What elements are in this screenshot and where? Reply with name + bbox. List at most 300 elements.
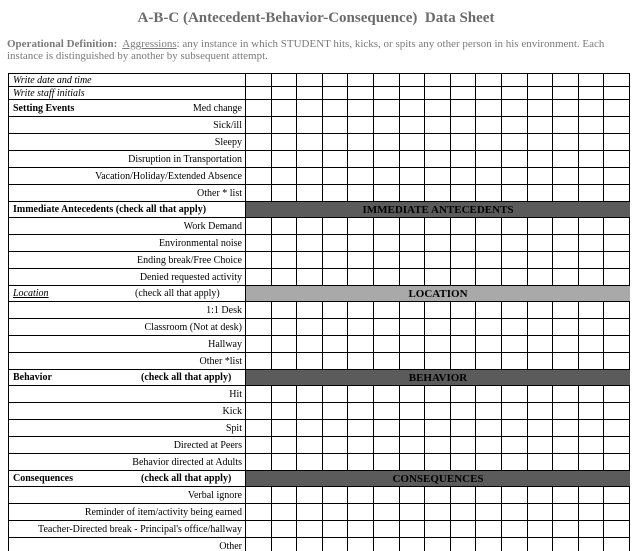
consequences-row-checkbox-cell[interactable] [374,520,400,537]
setting-events-row-checkbox-cell[interactable] [425,150,451,167]
immediate-antecedents-row-checkbox-cell[interactable] [553,268,579,285]
setting-events-row-checkbox-cell[interactable] [323,167,349,184]
behavior-row-checkbox-cell[interactable] [348,436,374,453]
behavior-row-checkbox-cell[interactable] [502,453,528,470]
setting-events-row-checkbox-cell[interactable] [272,99,298,116]
setting-events-row-checkbox-cell[interactable] [604,184,630,201]
setting-events-row-checkbox-cell[interactable] [297,133,323,150]
location-row-checkbox-cell[interactable] [451,335,477,352]
setting-events-row-checkbox-cell[interactable] [400,99,426,116]
immediate-antecedents-row-checkbox-cell[interactable] [502,251,528,268]
location-row-checkbox-cell[interactable] [528,318,554,335]
immediate-antecedents-row-checkbox-cell[interactable] [553,251,579,268]
immediate-antecedents-row-checkbox-cell[interactable] [528,251,554,268]
behavior-row-checkbox-cell[interactable] [553,436,579,453]
behavior-row-checkbox-cell[interactable] [323,453,349,470]
location-row-checkbox-cell[interactable] [579,352,605,369]
consequences-row-checkbox-cell[interactable] [451,486,477,503]
setting-events-row-checkbox-cell[interactable] [323,184,349,201]
location-row-checkbox-cell[interactable] [400,335,426,352]
behavior-row-checkbox-cell[interactable] [502,436,528,453]
behavior-row-checkbox-cell[interactable] [528,419,554,436]
immediate-antecedents-row-checkbox-cell[interactable] [323,268,349,285]
consequences-row-checkbox-cell[interactable] [323,503,349,520]
consequences-row-checkbox-cell[interactable] [348,520,374,537]
immediate-antecedents-row-checkbox-cell[interactable] [400,234,426,251]
setting-events-row-checkbox-cell[interactable] [348,116,374,133]
consequences-row-checkbox-cell[interactable] [374,537,400,551]
header-row-checkbox-cell[interactable] [374,73,400,86]
consequences-row-checkbox-cell[interactable] [425,520,451,537]
immediate-antecedents-row-checkbox-cell[interactable] [604,217,630,234]
consequences-row-checkbox-cell[interactable] [400,503,426,520]
behavior-row-checkbox-cell[interactable] [374,419,400,436]
consequences-row-checkbox-cell[interactable] [246,520,272,537]
header-row-checkbox-cell[interactable] [451,73,477,86]
immediate-antecedents-row-checkbox-cell[interactable] [476,251,502,268]
setting-events-row-checkbox-cell[interactable] [528,133,554,150]
immediate-antecedents-row-checkbox-cell[interactable] [451,234,477,251]
behavior-row-checkbox-cell[interactable] [476,402,502,419]
behavior-row-checkbox-cell[interactable] [323,436,349,453]
consequences-row-checkbox-cell[interactable] [579,503,605,520]
behavior-row-checkbox-cell[interactable] [400,453,426,470]
immediate-antecedents-row-checkbox-cell[interactable] [400,217,426,234]
header-row-checkbox-cell[interactable] [400,86,426,99]
behavior-row-checkbox-cell[interactable] [451,436,477,453]
location-row-checkbox-cell[interactable] [579,318,605,335]
header-row-checkbox-cell[interactable] [297,86,323,99]
consequences-row-checkbox-cell[interactable] [348,537,374,551]
header-row-checkbox-cell[interactable] [425,73,451,86]
immediate-antecedents-row-checkbox-cell[interactable] [297,234,323,251]
location-row-checkbox-cell[interactable] [323,301,349,318]
location-row-checkbox-cell[interactable] [348,352,374,369]
immediate-antecedents-row-checkbox-cell[interactable] [579,251,605,268]
header-row-checkbox-cell[interactable] [579,86,605,99]
immediate-antecedents-row-checkbox-cell[interactable] [476,217,502,234]
setting-events-row-checkbox-cell[interactable] [528,116,554,133]
setting-events-row-checkbox-cell[interactable] [425,167,451,184]
setting-events-row-checkbox-cell[interactable] [374,150,400,167]
consequences-row-checkbox-cell[interactable] [604,486,630,503]
location-row-checkbox-cell[interactable] [272,335,298,352]
setting-events-row-checkbox-cell[interactable] [323,150,349,167]
behavior-row-checkbox-cell[interactable] [502,419,528,436]
behavior-row-checkbox-cell[interactable] [604,419,630,436]
immediate-antecedents-row-checkbox-cell[interactable] [400,251,426,268]
behavior-row-checkbox-cell[interactable] [374,402,400,419]
immediate-antecedents-row-checkbox-cell[interactable] [604,234,630,251]
location-row-checkbox-cell[interactable] [476,352,502,369]
header-row-checkbox-cell[interactable] [272,86,298,99]
setting-events-row-checkbox-cell[interactable] [579,150,605,167]
location-row-checkbox-cell[interactable] [374,318,400,335]
consequences-row-checkbox-cell[interactable] [246,486,272,503]
consequences-row-checkbox-cell[interactable] [553,537,579,551]
consequences-row-checkbox-cell[interactable] [400,537,426,551]
setting-events-row-checkbox-cell[interactable] [553,150,579,167]
setting-events-row-checkbox-cell[interactable] [348,99,374,116]
setting-events-row-checkbox-cell[interactable] [323,99,349,116]
behavior-row-checkbox-cell[interactable] [297,402,323,419]
location-row-checkbox-cell[interactable] [425,335,451,352]
behavior-row-checkbox-cell[interactable] [374,385,400,402]
immediate-antecedents-row-checkbox-cell[interactable] [323,251,349,268]
behavior-row-checkbox-cell[interactable] [553,402,579,419]
consequences-row-checkbox-cell[interactable] [425,486,451,503]
behavior-row-checkbox-cell[interactable] [528,453,554,470]
consequences-row-checkbox-cell[interactable] [604,503,630,520]
setting-events-row-checkbox-cell[interactable] [476,167,502,184]
setting-events-row-checkbox-cell[interactable] [400,133,426,150]
location-row-checkbox-cell[interactable] [451,301,477,318]
location-row-checkbox-cell[interactable] [502,352,528,369]
behavior-row-checkbox-cell[interactable] [553,419,579,436]
header-row-checkbox-cell[interactable] [272,73,298,86]
setting-events-row-checkbox-cell[interactable] [425,99,451,116]
setting-events-row-checkbox-cell[interactable] [400,116,426,133]
location-row-checkbox-cell[interactable] [579,301,605,318]
setting-events-row-checkbox-cell[interactable] [451,99,477,116]
behavior-row-checkbox-cell[interactable] [425,402,451,419]
location-row-checkbox-cell[interactable] [246,335,272,352]
setting-events-row-checkbox-cell[interactable] [297,150,323,167]
immediate-antecedents-row-checkbox-cell[interactable] [451,217,477,234]
immediate-antecedents-row-checkbox-cell[interactable] [502,268,528,285]
behavior-row-checkbox-cell[interactable] [528,402,554,419]
immediate-antecedents-row-checkbox-cell[interactable] [246,234,272,251]
immediate-antecedents-row-checkbox-cell[interactable] [374,268,400,285]
location-row-checkbox-cell[interactable] [246,301,272,318]
behavior-row-checkbox-cell[interactable] [374,436,400,453]
location-row-checkbox-cell[interactable] [272,301,298,318]
setting-events-row-checkbox-cell[interactable] [374,133,400,150]
setting-events-row-checkbox-cell[interactable] [502,116,528,133]
behavior-row-checkbox-cell[interactable] [604,385,630,402]
setting-events-row-checkbox-cell[interactable] [502,184,528,201]
setting-events-row-checkbox-cell[interactable] [323,133,349,150]
behavior-row-checkbox-cell[interactable] [425,385,451,402]
setting-events-row-checkbox-cell[interactable] [425,116,451,133]
consequences-row-checkbox-cell[interactable] [272,520,298,537]
location-row-checkbox-cell[interactable] [553,335,579,352]
consequences-row-checkbox-cell[interactable] [323,537,349,551]
immediate-antecedents-row-checkbox-cell[interactable] [502,234,528,251]
consequences-row-checkbox-cell[interactable] [528,503,554,520]
immediate-antecedents-row-checkbox-cell[interactable] [579,268,605,285]
behavior-row-checkbox-cell[interactable] [246,419,272,436]
header-row-checkbox-cell[interactable] [451,86,477,99]
consequences-row-checkbox-cell[interactable] [400,520,426,537]
immediate-antecedents-row-checkbox-cell[interactable] [604,251,630,268]
behavior-row-checkbox-cell[interactable] [348,419,374,436]
location-row-checkbox-cell[interactable] [400,318,426,335]
header-row-checkbox-cell[interactable] [604,73,630,86]
location-row-checkbox-cell[interactable] [502,318,528,335]
immediate-antecedents-row-checkbox-cell[interactable] [272,234,298,251]
consequences-row-checkbox-cell[interactable] [297,486,323,503]
consequences-row-checkbox-cell[interactable] [502,520,528,537]
consequences-row-checkbox-cell[interactable] [425,537,451,551]
setting-events-row-checkbox-cell[interactable] [272,133,298,150]
behavior-row-checkbox-cell[interactable] [272,402,298,419]
header-row-checkbox-cell[interactable] [425,86,451,99]
immediate-antecedents-row-checkbox-cell[interactable] [579,217,605,234]
setting-events-row-checkbox-cell[interactable] [451,167,477,184]
location-row-checkbox-cell[interactable] [604,335,630,352]
consequences-row-checkbox-cell[interactable] [374,503,400,520]
setting-events-row-checkbox-cell[interactable] [604,116,630,133]
consequences-row-checkbox-cell[interactable] [502,486,528,503]
immediate-antecedents-row-checkbox-cell[interactable] [425,217,451,234]
setting-events-row-checkbox-cell[interactable] [579,116,605,133]
header-row-checkbox-cell[interactable] [323,86,349,99]
header-row-checkbox-cell[interactable] [323,73,349,86]
header-row-checkbox-cell[interactable] [476,86,502,99]
setting-events-row-checkbox-cell[interactable] [451,116,477,133]
header-row-checkbox-cell[interactable] [348,86,374,99]
location-row-checkbox-cell[interactable] [374,352,400,369]
immediate-antecedents-row-checkbox-cell[interactable] [246,217,272,234]
location-row-checkbox-cell[interactable] [528,301,554,318]
behavior-row-checkbox-cell[interactable] [323,402,349,419]
location-row-checkbox-cell[interactable] [425,318,451,335]
location-row-checkbox-cell[interactable] [604,301,630,318]
immediate-antecedents-row-checkbox-cell[interactable] [323,234,349,251]
immediate-antecedents-row-checkbox-cell[interactable] [451,268,477,285]
immediate-antecedents-row-checkbox-cell[interactable] [348,234,374,251]
location-row-checkbox-cell[interactable] [272,318,298,335]
setting-events-row-checkbox-cell[interactable] [246,184,272,201]
behavior-row-checkbox-cell[interactable] [246,385,272,402]
behavior-row-checkbox-cell[interactable] [297,419,323,436]
behavior-row-checkbox-cell[interactable] [272,453,298,470]
setting-events-row-checkbox-cell[interactable] [553,99,579,116]
immediate-antecedents-row-checkbox-cell[interactable] [425,251,451,268]
setting-events-row-checkbox-cell[interactable] [451,184,477,201]
location-row-checkbox-cell[interactable] [323,318,349,335]
setting-events-row-checkbox-cell[interactable] [297,167,323,184]
setting-events-row-checkbox-cell[interactable] [348,133,374,150]
setting-events-row-checkbox-cell[interactable] [272,116,298,133]
immediate-antecedents-row-checkbox-cell[interactable] [528,268,554,285]
setting-events-row-checkbox-cell[interactable] [553,184,579,201]
setting-events-row-checkbox-cell[interactable] [400,150,426,167]
consequences-row-checkbox-cell[interactable] [476,520,502,537]
setting-events-row-checkbox-cell[interactable] [604,150,630,167]
behavior-row-checkbox-cell[interactable] [604,453,630,470]
behavior-row-checkbox-cell[interactable] [604,402,630,419]
immediate-antecedents-row-checkbox-cell[interactable] [272,268,298,285]
setting-events-row-checkbox-cell[interactable] [579,133,605,150]
header-row-checkbox-cell[interactable] [528,86,554,99]
consequences-row-checkbox-cell[interactable] [297,520,323,537]
setting-events-row-checkbox-cell[interactable] [323,116,349,133]
consequences-row-checkbox-cell[interactable] [579,537,605,551]
header-row-checkbox-cell[interactable] [604,86,630,99]
behavior-row-checkbox-cell[interactable] [476,419,502,436]
location-row-checkbox-cell[interactable] [246,352,272,369]
behavior-row-checkbox-cell[interactable] [348,402,374,419]
behavior-row-checkbox-cell[interactable] [400,402,426,419]
setting-events-row-checkbox-cell[interactable] [297,116,323,133]
immediate-antecedents-row-checkbox-cell[interactable] [476,234,502,251]
location-row-checkbox-cell[interactable] [502,335,528,352]
location-row-checkbox-cell[interactable] [348,318,374,335]
consequences-row-checkbox-cell[interactable] [374,486,400,503]
location-row-checkbox-cell[interactable] [374,301,400,318]
setting-events-row-checkbox-cell[interactable] [348,184,374,201]
location-row-checkbox-cell[interactable] [528,335,554,352]
setting-events-row-checkbox-cell[interactable] [579,167,605,184]
location-row-checkbox-cell[interactable] [528,352,554,369]
setting-events-row-checkbox-cell[interactable] [451,150,477,167]
immediate-antecedents-row-checkbox-cell[interactable] [246,268,272,285]
location-row-checkbox-cell[interactable] [476,301,502,318]
behavior-row-checkbox-cell[interactable] [528,436,554,453]
behavior-row-checkbox-cell[interactable] [348,453,374,470]
consequences-row-checkbox-cell[interactable] [553,486,579,503]
setting-events-row-checkbox-cell[interactable] [502,150,528,167]
immediate-antecedents-row-checkbox-cell[interactable] [528,217,554,234]
location-row-checkbox-cell[interactable] [604,352,630,369]
location-row-checkbox-cell[interactable] [553,301,579,318]
behavior-row-checkbox-cell[interactable] [272,419,298,436]
behavior-row-checkbox-cell[interactable] [246,436,272,453]
location-row-checkbox-cell[interactable] [272,352,298,369]
setting-events-row-checkbox-cell[interactable] [604,133,630,150]
location-row-checkbox-cell[interactable] [553,318,579,335]
header-row-checkbox-cell[interactable] [502,86,528,99]
header-row-checkbox-cell[interactable] [348,73,374,86]
setting-events-row-checkbox-cell[interactable] [476,116,502,133]
consequences-row-checkbox-cell[interactable] [451,520,477,537]
header-row-checkbox-cell[interactable] [579,73,605,86]
immediate-antecedents-row-checkbox-cell[interactable] [348,217,374,234]
immediate-antecedents-row-checkbox-cell[interactable] [425,234,451,251]
setting-events-row-checkbox-cell[interactable] [604,99,630,116]
setting-events-row-checkbox-cell[interactable] [425,133,451,150]
setting-events-row-checkbox-cell[interactable] [246,167,272,184]
consequences-row-checkbox-cell[interactable] [323,520,349,537]
behavior-row-checkbox-cell[interactable] [451,385,477,402]
setting-events-row-checkbox-cell[interactable] [400,167,426,184]
header-row-checkbox-cell[interactable] [246,73,272,86]
setting-events-row-checkbox-cell[interactable] [246,99,272,116]
consequences-row-checkbox-cell[interactable] [604,520,630,537]
behavior-row-checkbox-cell[interactable] [400,436,426,453]
location-row-checkbox-cell[interactable] [451,318,477,335]
header-row-checkbox-cell[interactable] [297,73,323,86]
setting-events-row-checkbox-cell[interactable] [400,184,426,201]
location-row-checkbox-cell[interactable] [476,335,502,352]
immediate-antecedents-row-checkbox-cell[interactable] [374,217,400,234]
location-row-checkbox-cell[interactable] [553,352,579,369]
header-row-checkbox-cell[interactable] [476,73,502,86]
consequences-row-checkbox-cell[interactable] [476,486,502,503]
behavior-row-checkbox-cell[interactable] [476,385,502,402]
location-row-checkbox-cell[interactable] [604,318,630,335]
location-row-checkbox-cell[interactable] [425,301,451,318]
consequences-row-checkbox-cell[interactable] [272,537,298,551]
consequences-row-checkbox-cell[interactable] [528,486,554,503]
location-row-checkbox-cell[interactable] [297,301,323,318]
immediate-antecedents-row-checkbox-cell[interactable] [553,234,579,251]
immediate-antecedents-row-checkbox-cell[interactable] [348,251,374,268]
immediate-antecedents-row-checkbox-cell[interactable] [297,251,323,268]
header-row-checkbox-cell[interactable] [528,73,554,86]
setting-events-row-checkbox-cell[interactable] [476,184,502,201]
behavior-row-checkbox-cell[interactable] [502,402,528,419]
consequences-row-checkbox-cell[interactable] [425,503,451,520]
consequences-row-checkbox-cell[interactable] [451,503,477,520]
consequences-row-checkbox-cell[interactable] [400,486,426,503]
setting-events-row-checkbox-cell[interactable] [374,167,400,184]
location-row-checkbox-cell[interactable] [476,318,502,335]
behavior-row-checkbox-cell[interactable] [323,385,349,402]
setting-events-row-checkbox-cell[interactable] [476,99,502,116]
behavior-row-checkbox-cell[interactable] [348,385,374,402]
consequences-row-checkbox-cell[interactable] [272,486,298,503]
header-row-checkbox-cell[interactable] [246,86,272,99]
behavior-row-checkbox-cell[interactable] [297,453,323,470]
setting-events-row-checkbox-cell[interactable] [348,150,374,167]
immediate-antecedents-row-checkbox-cell[interactable] [502,217,528,234]
behavior-row-checkbox-cell[interactable] [297,385,323,402]
setting-events-row-checkbox-cell[interactable] [579,184,605,201]
setting-events-row-checkbox-cell[interactable] [604,167,630,184]
consequences-row-checkbox-cell[interactable] [528,537,554,551]
setting-events-row-checkbox-cell[interactable] [374,99,400,116]
behavior-row-checkbox-cell[interactable] [579,402,605,419]
header-row-checkbox-cell[interactable] [374,86,400,99]
behavior-row-checkbox-cell[interactable] [297,436,323,453]
behavior-row-checkbox-cell[interactable] [451,419,477,436]
setting-events-row-checkbox-cell[interactable] [272,184,298,201]
setting-events-row-checkbox-cell[interactable] [579,99,605,116]
setting-events-row-checkbox-cell[interactable] [476,133,502,150]
immediate-antecedents-row-checkbox-cell[interactable] [400,268,426,285]
setting-events-row-checkbox-cell[interactable] [374,116,400,133]
setting-events-row-checkbox-cell[interactable] [553,133,579,150]
location-row-checkbox-cell[interactable] [323,335,349,352]
behavior-row-checkbox-cell[interactable] [425,436,451,453]
behavior-row-checkbox-cell[interactable] [579,436,605,453]
behavior-row-checkbox-cell[interactable] [604,436,630,453]
setting-events-row-checkbox-cell[interactable] [272,167,298,184]
location-row-checkbox-cell[interactable] [451,352,477,369]
setting-events-row-checkbox-cell[interactable] [246,133,272,150]
immediate-antecedents-row-checkbox-cell[interactable] [476,268,502,285]
behavior-row-checkbox-cell[interactable] [553,385,579,402]
setting-events-row-checkbox-cell[interactable] [528,167,554,184]
location-row-checkbox-cell[interactable] [400,301,426,318]
consequences-row-checkbox-cell[interactable] [451,537,477,551]
setting-events-row-checkbox-cell[interactable] [348,167,374,184]
behavior-row-checkbox-cell[interactable] [425,453,451,470]
location-row-checkbox-cell[interactable] [297,352,323,369]
consequences-row-checkbox-cell[interactable] [348,503,374,520]
immediate-antecedents-row-checkbox-cell[interactable] [579,234,605,251]
header-row-checkbox-cell[interactable] [553,73,579,86]
consequences-row-checkbox-cell[interactable] [579,486,605,503]
consequences-row-checkbox-cell[interactable] [604,537,630,551]
immediate-antecedents-row-checkbox-cell[interactable] [297,268,323,285]
behavior-row-checkbox-cell[interactable] [502,385,528,402]
immediate-antecedents-row-checkbox-cell[interactable] [451,251,477,268]
consequences-row-checkbox-cell[interactable] [579,520,605,537]
